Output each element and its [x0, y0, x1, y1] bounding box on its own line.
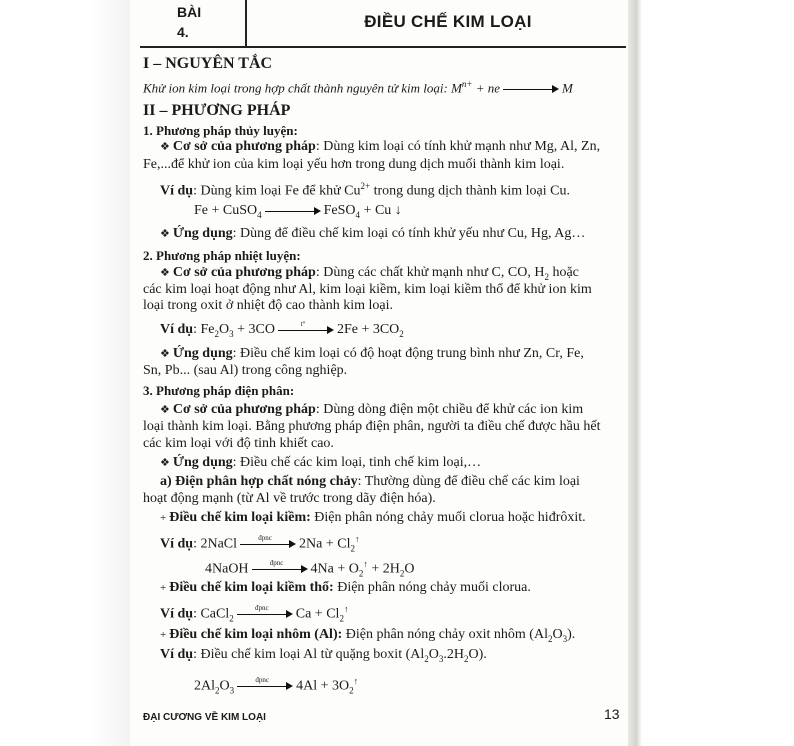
method-1-basis-line2: Fe,...để khử ion của kim loại yếu hơn trong dung dịch muối thành kim loại. — [143, 157, 565, 172]
eq-reactants: : Fe — [193, 322, 215, 337]
method-3-application — [160, 455, 481, 471]
chapter-footer: ĐẠI CƯƠNG VỀ KIM LOẠI — [143, 712, 266, 723]
method-2-title: 2. Phương pháp nhiệt luyện: — [143, 248, 301, 263]
method-3-title: 3. Phương pháp điện phân: — [143, 383, 295, 398]
alkaline-earth-text: Điện phân nóng chảy muối clorua. — [333, 580, 531, 595]
arrow-label: t° — [300, 319, 306, 328]
eq-subscript: 3 — [562, 633, 568, 644]
method-1-basis-line1 — [160, 139, 600, 155]
principle-eq-charge: n+ — [461, 79, 473, 89]
aluminium-oxygen: O — [552, 627, 563, 642]
example-text-end: trong dung dịch thành kim loại Cu. — [370, 183, 570, 199]
alkaline-earth-label: Điều chế kim loại kiềm thổ: — [169, 580, 334, 595]
gas-arrow-icon: ↑ — [343, 604, 349, 614]
plus-icon: + — [160, 582, 167, 594]
section-heading-principle: I – NGUYÊN TẮC — [143, 55, 273, 72]
bullet-icon: ❖ — [160, 404, 170, 416]
eq-subscript: 2 — [544, 271, 549, 282]
eq-subscript: 2 — [424, 653, 429, 664]
eq-subscript: 2 — [399, 328, 404, 339]
eq-reactants: : 2NaCl — [193, 536, 238, 552]
eq-products-end: + 2H — [367, 561, 400, 577]
example-label: Ví dụ — [160, 536, 194, 552]
eq-products-end: + Cu ↓ — [360, 203, 402, 218]
eq-products: Ca + Cl — [295, 606, 340, 622]
example-label: Ví dụ — [160, 606, 194, 622]
eq-reactants: : CaCl — [193, 606, 230, 622]
electrolysis-arrow — [237, 676, 293, 691]
example-text: : Điều chế kim loại Al từ quặng boxit (Al — [193, 647, 425, 662]
subsection-text: : Thường dùng để điều chế các kim loại — [357, 474, 580, 489]
basis-label: Cơ sở của phương pháp — [172, 402, 316, 417]
eq-products: 2Fe + 3CO — [336, 322, 400, 337]
eq-reactants: 2Al — [194, 678, 215, 694]
example-label: Ví dụ — [160, 647, 194, 662]
application-label: Ứng dụng — [172, 226, 233, 241]
eq-subscript: 2 — [349, 685, 354, 696]
alkali-label: Điều chế kim loại kiềm: — [169, 510, 311, 525]
subsection-label: a) Điện phân hợp chất nóng chảy — [160, 474, 358, 489]
lesson-number: 4. — [177, 24, 189, 40]
alkaline-earth-example — [160, 601, 348, 626]
principle-text — [143, 76, 573, 96]
eq-subscript: 4 — [355, 209, 361, 220]
alkali-metal-line — [160, 510, 586, 526]
electrolysis-arrow — [237, 604, 293, 619]
gas-arrow-icon: ↑ — [363, 559, 368, 569]
formula-end: O). — [468, 647, 487, 662]
eq-subscript: 2 — [399, 568, 405, 579]
method-1-application — [160, 226, 585, 242]
method-3a-line1 — [160, 474, 580, 490]
example-text: : Dùng kim loại Fe để khử Cu — [193, 183, 361, 199]
eq-reactants: 4NaOH — [205, 561, 249, 577]
bullet-icon: ❖ — [160, 348, 170, 360]
ion-charge: 2+ — [360, 181, 371, 191]
arrow-label: đpnc — [255, 676, 269, 685]
method-2-application-line1 — [160, 346, 584, 362]
alkali-text: Điện phân nóng chảy muối clorua hoặc hiđrôxit. — [310, 510, 586, 525]
eq-subscript: 2 — [339, 613, 344, 624]
basis-text: : Dùng kim loại có tính khử mạnh như Mg, Al, Zn, — [315, 139, 601, 154]
application-text: : Điều chế kim loại có độ hoạt động trung bình như Zn, Cr, Fe, — [232, 346, 584, 361]
bullet-icon: ❖ — [160, 267, 170, 279]
aluminium-label: Điều chế kim loại nhôm (Al): — [169, 627, 343, 642]
arrow-label: đpnc — [258, 534, 272, 543]
basis-text-end: hoặc — [548, 265, 579, 280]
gas-arrow-icon: ↑ — [354, 534, 360, 544]
lesson-number-box — [140, 0, 247, 46]
eq-products: FeSO — [323, 203, 356, 218]
eq-subscript: 2 — [350, 543, 355, 554]
eq-subscript: 2 — [358, 568, 364, 579]
eq-subscript: 2 — [464, 653, 469, 664]
method-3-basis-line3: các kim loại với độ tinh khiết cao. — [143, 436, 334, 451]
arrow-label: đpnc — [254, 604, 269, 613]
eq-subscript: 3 — [438, 653, 444, 664]
method-3a-line2: hoạt động mạnh (từ Al về trước trong dãy điện hóa). — [143, 491, 436, 506]
eq-reactants-oxygen: O — [219, 678, 230, 694]
aluminium-text: Điện phân nóng chảy oxit nhôm (Al — [342, 627, 548, 642]
basis-text: : Dùng các chất khử mạnh như C, CO, H — [315, 265, 545, 280]
eq-reactants-end: + 3CO — [233, 322, 275, 337]
alkali-example-1 — [160, 531, 359, 556]
application-text: : Điều chế các kim loại, tinh chế kim loại,… — [232, 455, 482, 470]
method-2-basis-line3: loại trong oxit ở nhiệt độ cao thành kim loại. — [143, 298, 394, 313]
method-2-example — [160, 319, 404, 342]
reaction-arrow — [265, 206, 321, 216]
alkaline-earth-line — [160, 580, 531, 596]
principle-eq-product: M — [562, 80, 573, 96]
plus-icon: + — [160, 512, 167, 524]
method-2-basis-line2: các kim loại hoạt động như Al, kim loại kiềm, kim loại kiềm thổ để khử ion kim — [143, 282, 592, 297]
example-label: Ví dụ — [160, 322, 194, 337]
formula-water: .2H — [443, 647, 464, 662]
principle-eq-electrons: + ne — [472, 80, 501, 96]
method-2-application-line2: Sn, Pb... (sau Al) trong công nghiệp. — [143, 363, 348, 378]
application-label: Ứng dụng — [172, 346, 233, 361]
formula-oxygen: O — [428, 647, 439, 662]
method-1-example — [160, 178, 570, 200]
eq-products: 2Na + Cl — [299, 536, 351, 552]
basis-text: : Dùng dòng điện một chiều để khử các ion kim — [315, 402, 584, 417]
aluminium-example — [160, 647, 487, 667]
method-1-equation — [194, 203, 402, 223]
page-number: 13 — [604, 706, 620, 722]
plus-icon: + — [160, 629, 167, 641]
gas-arrow-icon: ↑ — [353, 676, 359, 686]
page-edge — [628, 0, 642, 746]
method-3-basis-line1 — [160, 402, 583, 418]
eq-subscript: 3 — [229, 685, 235, 696]
eq-products: 4Na + O — [310, 561, 359, 577]
application-text: : Dùng để điều chế kim loại có tính khử yếu như Cu, Hg, Ag… — [232, 226, 586, 241]
method-1-title: 1. Phương pháp thủy luyện: — [143, 123, 298, 138]
eq-products-tail: O — [404, 561, 415, 577]
electrolysis-arrow — [240, 534, 296, 549]
reaction-arrow — [278, 319, 334, 335]
page-title: ĐIỀU CHẾ KIM LOẠI — [364, 12, 532, 31]
lesson-header — [140, 0, 626, 48]
eq-reactants-oxygen: O — [218, 322, 230, 337]
aluminium-text-end: ). — [567, 627, 576, 642]
arrow-label: đpnc — [269, 559, 284, 568]
method-3-basis-line2: loại thành kim loại. Bằng phương pháp điện phân, người ta điều chế được hầu hết — [143, 419, 601, 434]
basis-label: Cơ sở của phương pháp — [172, 265, 316, 280]
alkali-example-2 — [205, 556, 415, 581]
application-label: Ứng dụng — [172, 455, 233, 470]
principle-sentence: Khử ion kim loại trong hợp chất thành nguyên tử kim loại: — [143, 80, 452, 96]
book-spine-margin — [0, 0, 130, 746]
bullet-icon: ❖ — [160, 457, 170, 469]
eq-products: 4Al + 3O — [296, 678, 350, 694]
section-heading-methods: II – PHƯƠNG PHÁP — [143, 102, 291, 119]
eq-subscript: 2 — [547, 633, 553, 644]
aluminium-equation — [194, 673, 358, 698]
eq-subscript: 2 — [214, 328, 219, 339]
eq-subscript: 2 — [215, 685, 220, 696]
aluminium-line — [160, 627, 575, 647]
eq-reactants: Fe + CuSO — [194, 203, 258, 218]
bullet-icon: ❖ — [160, 228, 170, 240]
eq-subscript: 2 — [229, 613, 234, 624]
bullet-icon: ❖ — [160, 141, 170, 153]
basis-label: Cơ sở của phương pháp — [172, 139, 316, 154]
example-label: Ví dụ — [160, 183, 194, 199]
electrolysis-arrow — [252, 559, 308, 574]
eq-subscript: 3 — [229, 328, 234, 339]
lesson-label: BÀI — [177, 4, 202, 20]
eq-subscript: 4 — [257, 209, 262, 220]
principle-eq-ion: M — [451, 80, 462, 96]
reaction-arrow — [503, 84, 559, 94]
